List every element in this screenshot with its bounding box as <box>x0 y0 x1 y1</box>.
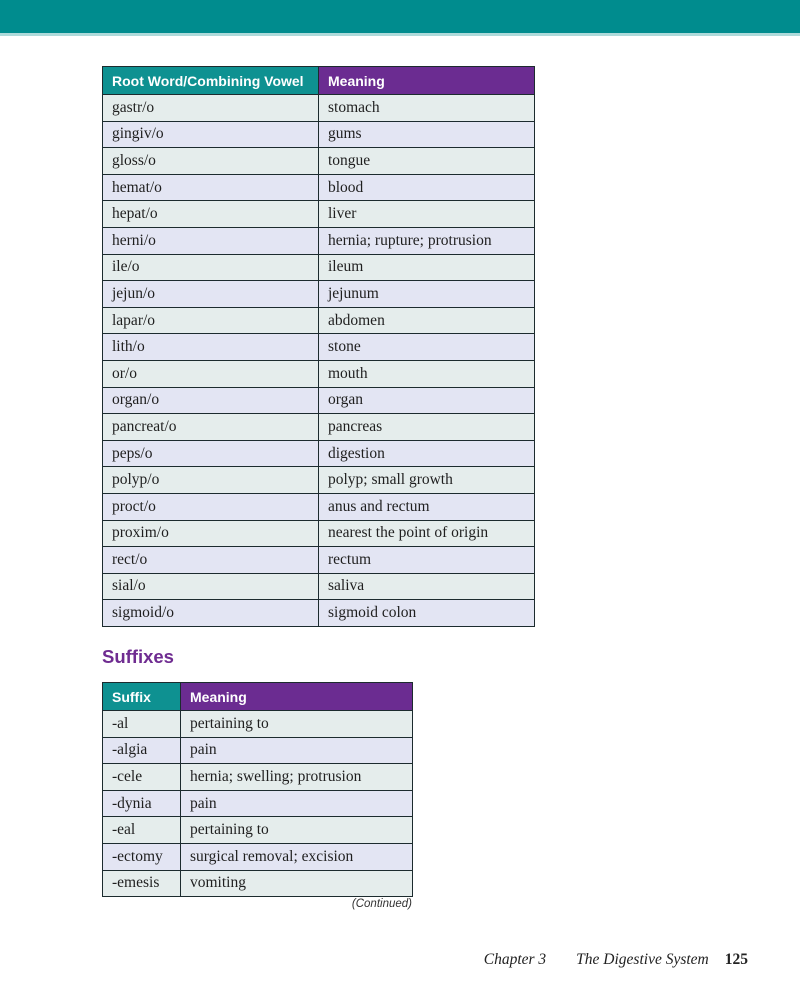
table-cell: stone <box>319 334 535 361</box>
table-row <box>103 870 413 897</box>
table-row <box>103 148 535 175</box>
table-cell: vomiting <box>181 870 413 897</box>
table-row <box>103 493 535 520</box>
table-cell: stomach <box>319 95 535 122</box>
table-row <box>103 254 535 281</box>
table-cell: organ <box>319 387 535 414</box>
table-cell: ileum <box>319 254 535 281</box>
footer-page-number: 125 <box>724 951 748 968</box>
table-cell: hernia; swelling; protrusion <box>181 764 413 791</box>
table-row <box>103 121 535 148</box>
table-cell: -cele <box>103 764 181 791</box>
table-cell: proxim/o <box>103 520 319 547</box>
table-row <box>103 95 535 122</box>
table-row <box>103 360 535 387</box>
table-row <box>103 467 535 494</box>
suffix-table <box>102 682 413 897</box>
table-cell: polyp/o <box>103 467 319 494</box>
table-cell: abdomen <box>319 307 535 334</box>
table-cell: -eal <box>103 817 181 844</box>
table-row <box>103 711 413 738</box>
table-row <box>103 547 535 574</box>
table-row <box>103 600 535 627</box>
table-cell: organ/o <box>103 387 319 414</box>
table-cell: proct/o <box>103 493 319 520</box>
table-cell: -emesis <box>103 870 181 897</box>
column-header: Suffix <box>103 683 181 711</box>
table-row <box>103 790 413 817</box>
table-cell: jejun/o <box>103 281 319 308</box>
table-cell: lapar/o <box>103 307 319 334</box>
table-row <box>103 227 535 254</box>
table-cell: polyp; small growth <box>319 467 535 494</box>
table-cell: hemat/o <box>103 174 319 201</box>
table-cell: mouth <box>319 360 535 387</box>
table-cell: pancreat/o <box>103 414 319 441</box>
footer-book-title: The Digestive System <box>576 951 709 968</box>
table-cell: anus and rectum <box>319 493 535 520</box>
top-banner-bar <box>0 0 800 36</box>
table-cell: gloss/o <box>103 148 319 175</box>
table-header-row <box>103 683 413 711</box>
table-cell: -dynia <box>103 790 181 817</box>
table-cell: tongue <box>319 148 535 175</box>
table-cell: sial/o <box>103 573 319 600</box>
table-cell: sigmoid/o <box>103 600 319 627</box>
table-cell: -al <box>103 711 181 738</box>
table-cell: sigmoid colon <box>319 600 535 627</box>
table-cell: herni/o <box>103 227 319 254</box>
table-cell: or/o <box>103 360 319 387</box>
table-cell: liver <box>319 201 535 228</box>
table-row <box>103 843 413 870</box>
table-cell: lith/o <box>103 334 319 361</box>
table-row <box>103 440 535 467</box>
table-cell: gastr/o <box>103 95 319 122</box>
table-cell: saliva <box>319 573 535 600</box>
table-header-row <box>103 67 535 95</box>
table-cell: pain <box>181 737 413 764</box>
table-cell: rectum <box>319 547 535 574</box>
table-cell: hernia; rupture; protrusion <box>319 227 535 254</box>
table-row <box>103 334 535 361</box>
table-cell: nearest the point of origin <box>319 520 535 547</box>
table-cell: pancreas <box>319 414 535 441</box>
page-footer <box>484 951 748 969</box>
table-cell: gums <box>319 121 535 148</box>
footer-chapter-label: Chapter 3 <box>483 951 547 968</box>
table-row <box>103 573 535 600</box>
column-header: Root Word/Combining Vowel <box>103 67 319 95</box>
table-cell: gingiv/o <box>103 121 319 148</box>
table-row <box>103 414 535 441</box>
table-row <box>103 307 535 334</box>
table-row <box>103 174 535 201</box>
table-cell: -algia <box>103 737 181 764</box>
table-row <box>103 764 413 791</box>
column-header: Meaning <box>181 683 413 711</box>
column-header: Meaning <box>319 67 535 95</box>
table-cell: hepat/o <box>103 201 319 228</box>
root-word-table <box>102 66 535 627</box>
table-cell: jejunum <box>319 281 535 308</box>
table-row <box>103 387 535 414</box>
table-row <box>103 281 535 308</box>
table-cell: digestion <box>319 440 535 467</box>
table-cell: pertaining to <box>181 711 413 738</box>
table-cell: pain <box>181 790 413 817</box>
table-cell: peps/o <box>103 440 319 467</box>
table-cell: pertaining to <box>181 817 413 844</box>
table-cell: blood <box>319 174 535 201</box>
table-cell: ile/o <box>103 254 319 281</box>
table-row <box>103 520 535 547</box>
suffixes-heading: Suffixes <box>102 646 174 667</box>
table-row <box>103 737 413 764</box>
table-cell: rect/o <box>103 547 319 574</box>
continued-note: (Continued) <box>351 898 412 910</box>
table-row <box>103 201 535 228</box>
table-cell: surgical removal; excision <box>181 843 413 870</box>
table-row <box>103 817 413 844</box>
table-cell: -ectomy <box>103 843 181 870</box>
